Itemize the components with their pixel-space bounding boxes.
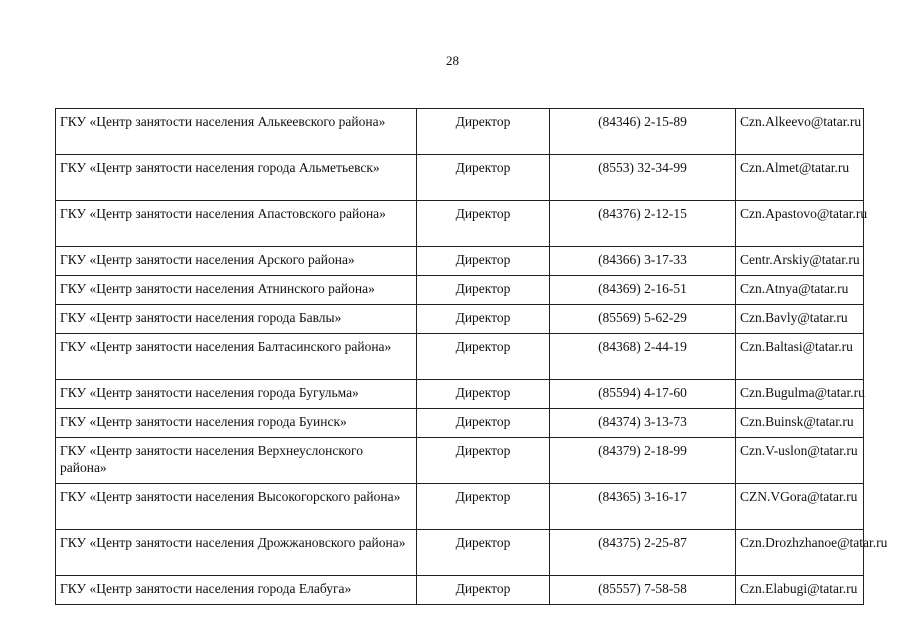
phone-cell: (84376) 2-12-15 (550, 201, 736, 247)
org-name-cell: ГКУ «Центр занятости населения Верхнеуслонского района» (56, 438, 417, 484)
org-name-cell: ГКУ «Центр занятости населения Балтасинского района» (56, 334, 417, 380)
position-cell: Директор (417, 334, 550, 380)
phone-cell: (84379) 2-18-99 (550, 438, 736, 484)
table-row (56, 438, 864, 484)
email-link[interactable]: Czn.Atnya@tatar.ru (736, 276, 864, 305)
position-cell: Директор (417, 109, 550, 155)
phone-cell: (84365) 3-16-17 (550, 484, 736, 530)
org-name-cell: ГКУ «Центр занятости населения Алькеевского района» (56, 109, 417, 155)
org-name-cell: ГКУ «Центр занятости населения Дрожжановского района» (56, 530, 417, 576)
position-cell: Директор (417, 530, 550, 576)
email-link[interactable]: Czn.Apastovo@tatar.ru (736, 201, 864, 247)
table-row (56, 305, 864, 334)
email-link[interactable]: Czn.Buinsk@tatar.ru (736, 409, 864, 438)
table-row (56, 109, 864, 155)
position-cell: Директор (417, 409, 550, 438)
table-row (56, 380, 864, 409)
table-row (56, 276, 864, 305)
phone-cell: (85569) 5-62-29 (550, 305, 736, 334)
position-cell: Директор (417, 247, 550, 276)
email-link[interactable]: Czn.Elabugi@tatar.ru (736, 576, 864, 605)
org-name-cell: ГКУ «Центр занятости населения Арского района» (56, 247, 417, 276)
position-cell: Директор (417, 438, 550, 484)
table-row (56, 530, 864, 576)
email-link[interactable]: Czn.Bugulma@tatar.ru (736, 380, 864, 409)
email-link[interactable]: Czn.Alkeevo@tatar.ru (736, 109, 864, 155)
phone-cell: (85594) 4-17-60 (550, 380, 736, 409)
table-row (56, 155, 864, 201)
email-link[interactable]: Centr.Arskiy@tatar.ru (736, 247, 864, 276)
table-row (56, 576, 864, 605)
email-link[interactable]: Czn.Drozhzhanoe@tatar.ru (736, 530, 864, 576)
phone-cell: (85557) 7-58-58 (550, 576, 736, 605)
org-name-cell: ГКУ «Центр занятости населения Атнинского района» (56, 276, 417, 305)
table-row (56, 247, 864, 276)
position-cell: Директор (417, 155, 550, 201)
table-row (56, 334, 864, 380)
contacts-table (55, 108, 888, 605)
email-link[interactable]: Czn.Baltasi@tatar.ru (736, 334, 864, 380)
phone-cell: (84375) 2-25-87 (550, 530, 736, 576)
org-name-cell: ГКУ «Центр занятости населения Высокогорского района» (56, 484, 417, 530)
org-name-cell: ГКУ «Центр занятости населения города Альметьевск» (56, 155, 417, 201)
position-cell: Директор (417, 380, 550, 409)
phone-cell: (84368) 2-44-19 (550, 334, 736, 380)
org-name-cell: ГКУ «Центр занятости населения города Буинск» (56, 409, 417, 438)
table-row (56, 484, 864, 530)
email-link[interactable]: Czn.V-uslon@tatar.ru (736, 438, 864, 484)
position-cell: Директор (417, 201, 550, 247)
phone-cell: (84346) 2-15-89 (550, 109, 736, 155)
position-cell: Директор (417, 576, 550, 605)
page-number: 28 (446, 53, 459, 68)
phone-cell: (84369) 2-16-51 (550, 276, 736, 305)
email-link[interactable]: Czn.Almet@tatar.ru (736, 155, 864, 201)
email-link[interactable]: Czn.Bavly@tatar.ru (736, 305, 864, 334)
phone-cell: (84374) 3-13-73 (550, 409, 736, 438)
table-row (56, 409, 864, 438)
position-cell: Директор (417, 484, 550, 530)
org-name-cell: ГКУ «Центр занятости населения города Елабуга» (56, 576, 417, 605)
phone-cell: (8553) 32-34-99 (550, 155, 736, 201)
org-name-cell: ГКУ «Центр занятости населения города Бавлы» (56, 305, 417, 334)
email-link[interactable]: CZN.VGora@tatar.ru (736, 484, 864, 530)
org-name-cell: ГКУ «Центр занятости населения города Бугульма» (56, 380, 417, 409)
position-cell: Директор (417, 276, 550, 305)
table-row (56, 201, 864, 247)
phone-cell: (84366) 3-17-33 (550, 247, 736, 276)
org-name-cell: ГКУ «Центр занятости населения Апастовского района» (56, 201, 417, 247)
position-cell: Директор (417, 305, 550, 334)
